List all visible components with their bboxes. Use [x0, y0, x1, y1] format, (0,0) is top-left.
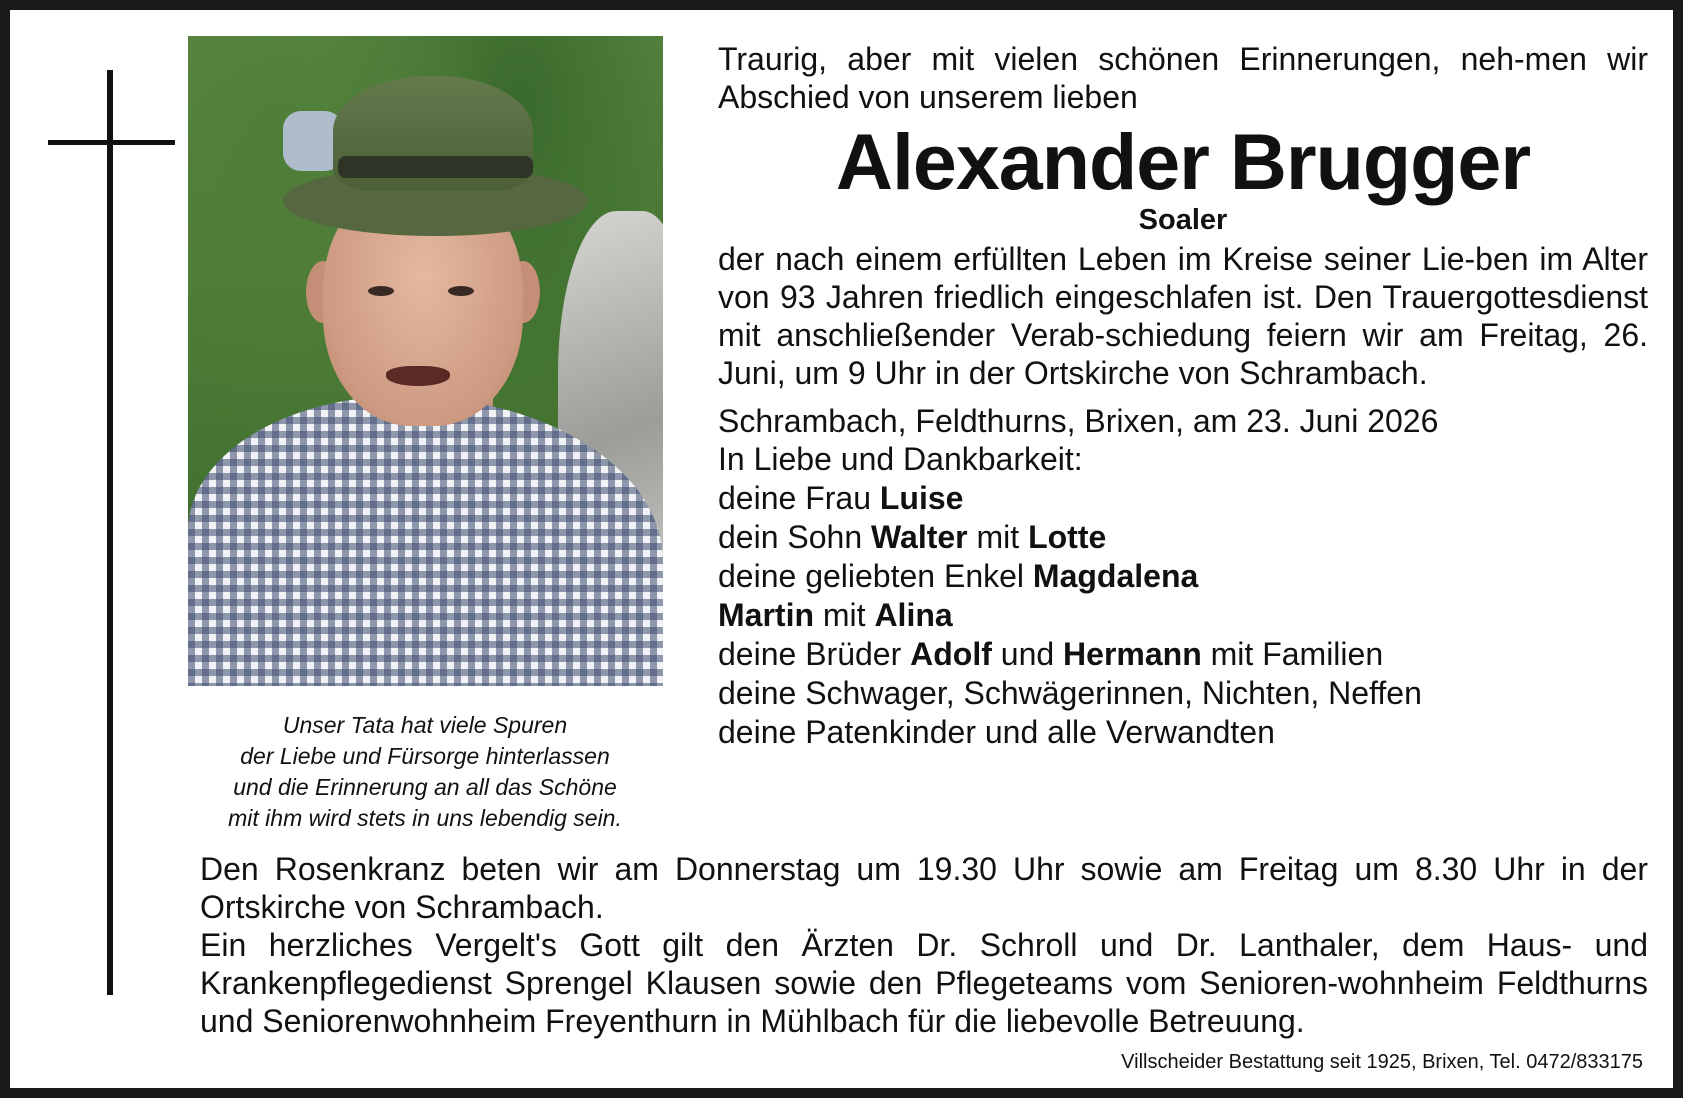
- family-row-godchildren: deine Patenkinder und alle Verwandten: [718, 714, 1275, 750]
- photo-mouth: [386, 366, 450, 386]
- family-relation: deine Frau: [718, 480, 880, 516]
- portrait-photo: [188, 36, 663, 686]
- funeral-home-footer: Villscheider Bestattung seit 1925, Brixen, Tel. 0472/833175: [1121, 1051, 1643, 1073]
- photo-eye-left: [368, 286, 394, 296]
- family-list: [718, 440, 1648, 752]
- family-member-name: Magdalena: [1032, 558, 1199, 594]
- family-row-brothers: [718, 635, 1648, 674]
- family-relation: deine geliebten Enkel: [718, 558, 1033, 594]
- caption-line: mit ihm wird stets in uns lebendig sein.: [228, 805, 622, 831]
- family-member-name: Adolf: [910, 636, 992, 672]
- family-member-name: Alina: [874, 597, 953, 633]
- family-row-grandchildren: [718, 557, 1648, 596]
- caption-line: Unser Tata hat viele Spuren: [282, 712, 568, 738]
- photo-eye-right: [448, 286, 474, 296]
- thanks-text: Ein herzliches Vergelt's Gott gilt den Ärzten Dr. Schroll und Dr. Lanthaler, dem Haus- und Krankenpflegedienst Sprengel Klausen sowie den Pflegeteams vom Senioren-wohnheim Feldthurns und Seniorenwohnheim Freyenthurn in Mühlbach für die liebevolle Betreuung.: [200, 927, 1648, 1039]
- family-connector: und: [991, 636, 1064, 672]
- family-member-name: Luise: [879, 480, 964, 516]
- rosary-text: Den Rosenkranz beten wir am Donnerstag um 19.30 Uhr sowie am Freitag um 8.30 Uhr in der Ortskirche von Schrambach.: [200, 851, 1648, 925]
- cross-icon: [107, 70, 113, 995]
- family-row-inlaws: deine Schwager, Schwägerinnen, Nichten, Neffen: [718, 675, 1422, 711]
- bottom-text: [200, 850, 1648, 1040]
- family-member-name: Martin: [718, 597, 814, 633]
- caption-line: und die Erinnerung an all das Schöne: [233, 774, 617, 800]
- family-connector: mit Familien: [1201, 636, 1384, 672]
- family-member-name: Walter: [871, 519, 968, 555]
- family-relation: deine Brüder: [718, 636, 911, 672]
- family-row-wife: [718, 479, 1648, 518]
- family-heading: In Liebe und Dankbarkeit:: [718, 441, 1083, 477]
- announcement-text: der nach einem erfüllten Leben im Kreise seiner Lie-ben im Alter von 93 Jahren friedlich eingeschlafen ist. Den Trauergottesdienst mit anschließender Verab-schiedung feiern wir am Freitag, 26. Juni, um 9 Uhr in der Ortskirche von Schrambach.: [718, 241, 1648, 391]
- photo-caption: [180, 710, 670, 834]
- deceased-nickname: Soaler: [1138, 204, 1228, 236]
- family-row-grandchild2: [718, 596, 1648, 635]
- family-connector: mit: [814, 597, 875, 633]
- photo-hat-band: [338, 156, 533, 178]
- family-relation: dein Sohn: [718, 519, 872, 555]
- caption-line: der Liebe und Fürsorge hinterlassen: [240, 743, 610, 769]
- family-member-name: Lotte: [1028, 519, 1107, 555]
- place-and-date: Schrambach, Feldthurns, Brixen, am 23. Juni 2026: [718, 403, 1439, 439]
- deceased-name: Alexander Brugger: [835, 117, 1531, 206]
- family-member-name: Hermann: [1063, 636, 1202, 672]
- cross-icon-bar: [48, 140, 175, 145]
- intro-text: Traurig, aber mit vielen schönen Erinnerungen, neh-men wir Abschied von unserem lieben: [718, 41, 1648, 115]
- family-connector: mit: [967, 519, 1029, 555]
- family-row-son: [718, 518, 1648, 557]
- main-text-column: [718, 40, 1648, 752]
